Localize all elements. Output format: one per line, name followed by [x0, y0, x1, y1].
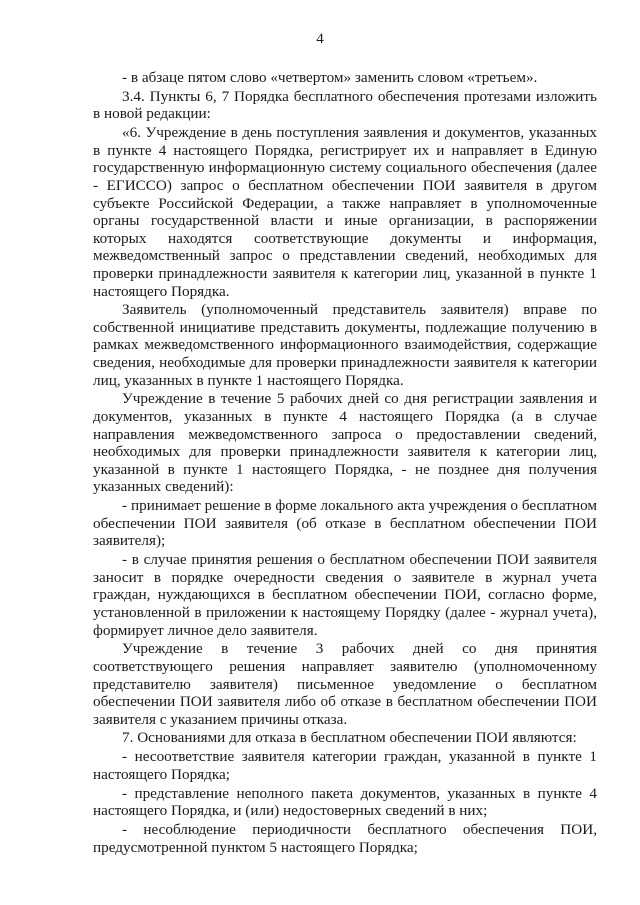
list-item-periodicity: - несоблюдение периодичности бесплатного обеспечения ПОИ, предусмотренной пунктом 5 настоящего Порядка;: [93, 821, 597, 856]
page-number: 4: [316, 31, 324, 47]
paragraph-institution-5-days: Учреждение в течение 5 рабочих дней со дня регистрации заявления и документов, указанных в пункте 4 настоящего Порядка (а в случае направления межведомственного запроса о предоставлении сведений, необходимых для проверки принадлежности заявителя к категории лиц, указанной в пункте 1 настоящего Порядка, - не позднее дня получения указанных сведений):: [93, 390, 597, 496]
paragraph-applicant-right: Заявитель (уполномоченный представитель заявителя) вправе по собственной инициативе представить документы, подлежащие получению в рамках межведомственного информационного взаимодействия, содержащие сведения, необходимые для проверки принадлежности заявителя к категории лиц, указанных в пункте 1 настоящего Порядка.: [93, 301, 597, 389]
paragraph-3-4: 3.4. Пункты 6, 7 Порядка бесплатного обеспечения протезами изложить в новой редакции:: [93, 87, 597, 123]
paragraph-item-6: «6. Учреждение в день поступления заявления и документов, указанных в пункте 4 настоящего Порядка, регистрирует их и направляет в Единую государственную информационную систему социального обеспечения (далее - ЕГИССО) запрос о бесплатном обеспечении ПОИ заявителя в другом субъекте Российской Федерации, а также направляет в уполномоченные органы государственной власти и иные организации, в распоряжении которых находятся соответствующие документы и информация, межведомственный запрос о представлении сведений, необходимых для проверки принадлежности заявителя к категории лиц, указанной в пункте 1 настоящего Порядка.: [93, 124, 597, 300]
list-item-category-mismatch: - несоответствие заявителя категории граждан, указанной в пункте 1 настоящего Порядка;: [93, 748, 597, 783]
list-item-decision: - принимает решение в форме локального акта учреждения о бесплатном обеспечении ПОИ заявителя (об отказе в бесплатном обеспечении ПОИ заявителя);: [93, 497, 597, 550]
paragraph-institution-3-days: Учреждение в течение 3 рабочих дней со дня принятия соответствующего решения направляет заявителю (уполномоченному представителю заявителя) письменное уведомление о бесплатном обеспечении ПОИ заявителя либо об отказе в бесплатном обеспечении ПОИ заявителя с указанием причины отказа.: [93, 640, 597, 728]
paragraph-amendment-item: - в абзаце пятом слово «четвертом» заменить словом «третьем».: [122, 69, 538, 86]
document-body: [93, 69, 597, 857]
paragraph-item-7: 7. Основаниями для отказа в бесплатном обеспечении ПОИ являются:: [122, 729, 577, 747]
list-item-register: - в случае принятия решения о бесплатном обеспечении ПОИ заявителя заносит в порядке очередности сведения о заявителе в журнал учета граждан, нуждающихся в бесплатном обеспечении ПОИ, согласно форме, установленной в приложении к настоящему Порядку (далее - журнал учета), формирует личное дело заявителя.: [93, 551, 597, 639]
list-item-incomplete-docs: - представление неполного пакета документов, указанных в пункте 4 настоящего Порядка, и (или) недостоверных сведений в них;: [93, 784, 597, 820]
